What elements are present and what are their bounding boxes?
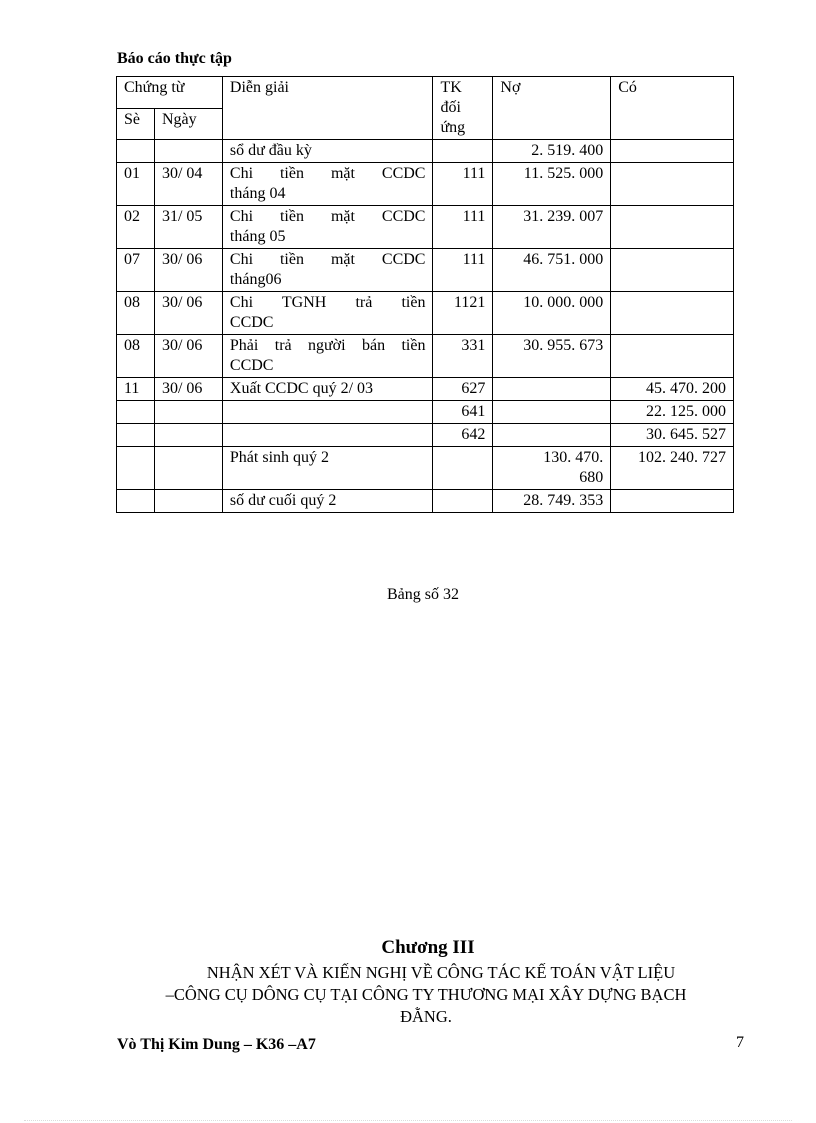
cell-no xyxy=(493,401,611,424)
header-tk-doi-ung xyxy=(433,77,493,140)
header-tk-line: ứng xyxy=(440,119,466,136)
cell-co xyxy=(611,490,734,513)
chapter-subtitle-line: ĐẰNG. xyxy=(400,1007,452,1026)
dien-giai-line: CCDC xyxy=(229,357,274,374)
cell-co xyxy=(611,292,734,335)
cell-ngay: 31/ 05 xyxy=(154,206,222,249)
cell-co xyxy=(611,249,734,292)
cell-co xyxy=(611,206,734,249)
table-row xyxy=(117,447,734,490)
cell-dien-giai xyxy=(222,490,433,513)
cell-co: 45. 470. 200 xyxy=(611,378,734,401)
footer-author: Vò Thị Kim Dung – K36 –A7 xyxy=(117,1036,316,1053)
table-row xyxy=(117,249,734,292)
header-co: Có xyxy=(611,77,734,140)
cell-so: 08 xyxy=(117,335,155,378)
header-no: Nợ xyxy=(493,77,611,140)
cell-no xyxy=(493,378,611,401)
cell-co: 102. 240. 727 xyxy=(611,447,734,490)
cell-ngay: 30/ 06 xyxy=(154,335,222,378)
cell-ngay xyxy=(154,401,222,424)
cell-tk-doi-ung: 111 xyxy=(433,249,493,292)
chapter-subtitle-line: –CÔNG CỤ DÔNG CỤ TẠI CÔNG TY THƯƠNG MẠI XÂY DỰNG BẠCH xyxy=(165,985,687,1004)
cell-dien-giai xyxy=(222,292,433,335)
cell-no xyxy=(493,447,611,490)
dien-giai-line: CCDC xyxy=(229,314,274,331)
cell-tk-doi-ung xyxy=(433,140,493,163)
table-row xyxy=(117,292,734,335)
cell-tk-doi-ung: 641 xyxy=(433,401,493,424)
dien-giai-line: tháng06 xyxy=(229,271,282,288)
cell-co xyxy=(611,163,734,206)
cell-co xyxy=(611,140,734,163)
header-dien-giai: Diễn giải xyxy=(222,77,433,140)
cell-so xyxy=(117,424,155,447)
dien-giai-line: tháng 04 xyxy=(229,185,286,202)
cell-tk-doi-ung: 111 xyxy=(433,206,493,249)
cell-tk-doi-ung: 331 xyxy=(433,335,493,378)
dien-giai-line: Phải trả người bán tiền xyxy=(229,337,426,354)
table-row xyxy=(117,140,734,163)
cell-ngay xyxy=(154,447,222,490)
cell-dien-giai xyxy=(222,378,433,401)
table-row xyxy=(117,401,734,424)
cell-dien-giai xyxy=(222,206,433,249)
page-bottom-rule xyxy=(24,1120,792,1121)
cell-ngay xyxy=(154,140,222,163)
table-row xyxy=(117,335,734,378)
header-so: Sè xyxy=(117,108,155,140)
cell-dien-giai xyxy=(222,140,433,163)
report-header: Báo cáo thực tập xyxy=(117,50,232,67)
header-ngay: Ngày xyxy=(154,108,222,140)
dien-giai-line: số dư cuối quý 2 xyxy=(229,492,337,509)
cell-no: 11. 525. 000 xyxy=(493,163,611,206)
no-line: 130. 470. xyxy=(543,449,604,466)
table-row xyxy=(117,424,734,447)
cell-ngay: 30/ 06 xyxy=(154,378,222,401)
cell-tk-doi-ung xyxy=(433,490,493,513)
cell-co xyxy=(611,335,734,378)
table-row xyxy=(117,490,734,513)
cell-no: 28. 749. 353 xyxy=(493,490,611,513)
dien-giai-line: sổ dư đầu kỳ xyxy=(229,142,312,159)
dien-giai-line: tháng 05 xyxy=(229,228,286,245)
cell-no: 31. 239. 007 xyxy=(493,206,611,249)
cell-tk-doi-ung: 642 xyxy=(433,424,493,447)
header-tk-line: đối xyxy=(440,99,461,116)
header-row xyxy=(117,77,734,109)
dien-giai-line: Phát sinh quý 2 xyxy=(229,449,330,466)
cell-ngay xyxy=(154,424,222,447)
cell-so xyxy=(117,447,155,490)
cell-so: 01 xyxy=(117,163,155,206)
table-caption: Bảng số 32 xyxy=(387,586,459,603)
dien-giai-line: Chi tiền mặt CCDC xyxy=(229,251,426,268)
cell-dien-giai xyxy=(222,447,433,490)
dien-giai-line: Chi tiền mặt CCDC xyxy=(229,208,426,225)
page-number: 7 xyxy=(736,1034,744,1051)
cell-no: 30. 955. 673 xyxy=(493,335,611,378)
header-chung-tu: Chứng từ xyxy=(117,77,223,109)
cell-ngay xyxy=(154,490,222,513)
header-tk-line: TK xyxy=(440,79,462,96)
dien-giai-line: Xuất CCDC quý 2/ 03 xyxy=(229,380,374,397)
cell-tk-doi-ung xyxy=(433,447,493,490)
cell-tk-doi-ung: 111 xyxy=(433,163,493,206)
cell-dien-giai xyxy=(222,401,433,424)
table-row xyxy=(117,378,734,401)
chapter-title: Chương III xyxy=(381,937,475,958)
cell-ngay: 30/ 04 xyxy=(154,163,222,206)
cell-tk-doi-ung: 1121 xyxy=(433,292,493,335)
cell-ngay: 30/ 06 xyxy=(154,249,222,292)
cell-no: 46. 751. 000 xyxy=(493,249,611,292)
cell-so xyxy=(117,401,155,424)
chapter-subtitle xyxy=(116,962,736,1028)
cell-co: 22. 125. 000 xyxy=(611,401,734,424)
cell-dien-giai xyxy=(222,163,433,206)
cell-dien-giai xyxy=(222,335,433,378)
table-row xyxy=(117,163,734,206)
cell-dien-giai xyxy=(222,249,433,292)
cell-so: 11 xyxy=(117,378,155,401)
cell-co: 30. 645. 527 xyxy=(611,424,734,447)
cell-so xyxy=(117,490,155,513)
cell-no xyxy=(493,424,611,447)
dien-giai-line: Chi tiền mặt CCDC xyxy=(229,165,426,182)
cell-so: 02 xyxy=(117,206,155,249)
chapter-subtitle-line: NHẬN XÉT VÀ KIẾN NGHỊ VỀ CÔNG TÁC KẾ TOÁN VẬT LIỆU xyxy=(206,963,676,982)
cell-tk-doi-ung: 627 xyxy=(433,378,493,401)
cell-so: 08 xyxy=(117,292,155,335)
cell-dien-giai xyxy=(222,424,433,447)
no-line: 680 xyxy=(579,469,604,486)
dien-giai-line: Chi TGNH trả tiền xyxy=(229,294,426,311)
cell-no: 2. 519. 400 xyxy=(493,140,611,163)
cell-no: 10. 000. 000 xyxy=(493,292,611,335)
table-row xyxy=(117,206,734,249)
cell-so xyxy=(117,140,155,163)
cell-so: 07 xyxy=(117,249,155,292)
ledger-table xyxy=(116,76,734,513)
cell-ngay: 30/ 06 xyxy=(154,292,222,335)
